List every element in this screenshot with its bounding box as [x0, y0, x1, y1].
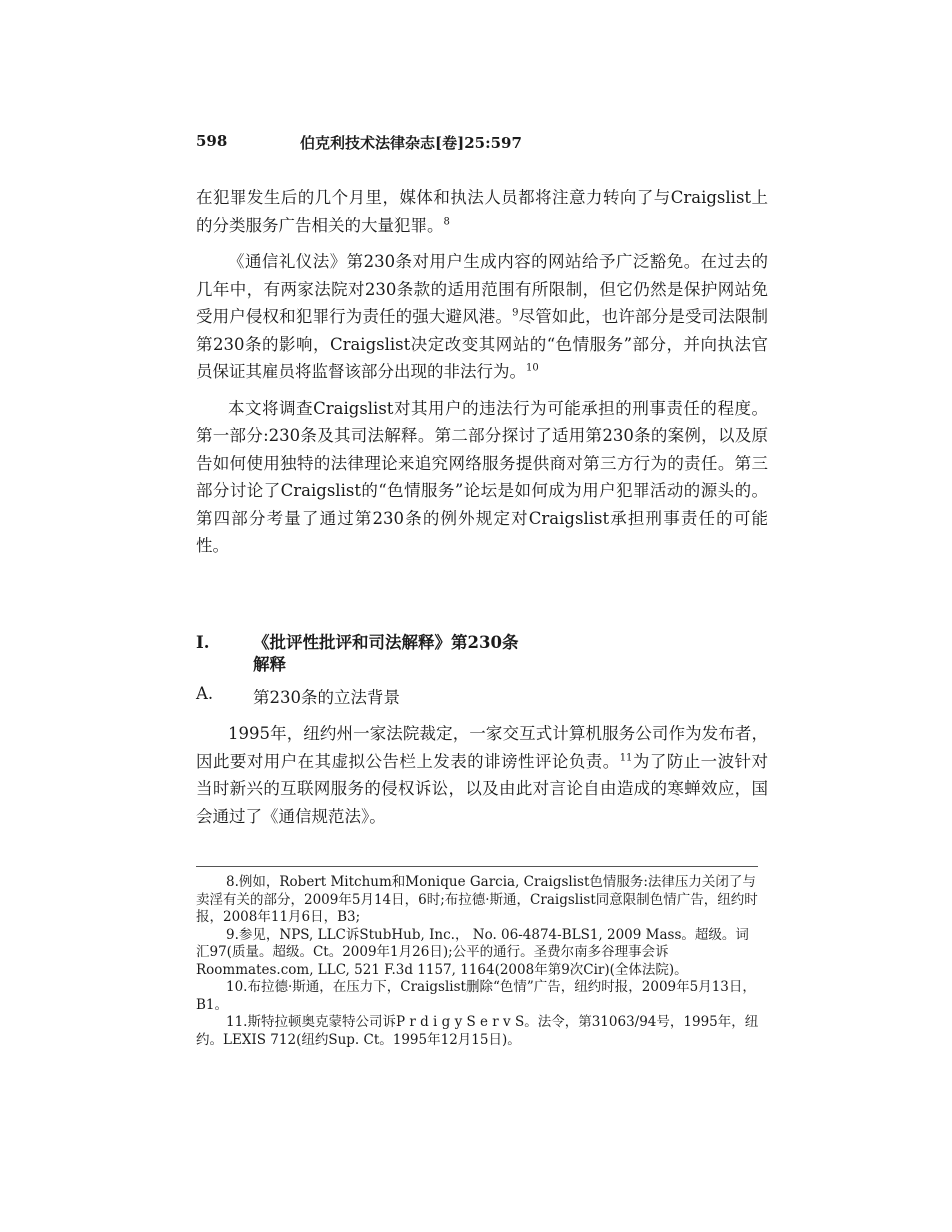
- journal-title: 伯克利技术法律杂志[卷]25:597: [300, 134, 522, 152]
- section-title-line-2: 解释: [253, 655, 286, 674]
- footnote-9: 9.参见，NPS, LLC诉StubHub, Inc.， No. 06-4874-BLS1, 2009 Mass。超级。词汇97(质量。超级。Ct。2009年1月26日);公平的通行。圣费尔南多谷理事会诉Roommates.com, LLC, 521 F.3d 1157, 1164(2008年第9次Cir)(全体法院)。: [196, 926, 749, 978]
- footnote-11: 11.斯特拉顿奥克蒙特公司诉P r d i g y S e r v S。法令，第31063/94号，1995年，纽约。LEXIS 712(纽约Sup. Ct。1995年12月15日)。: [196, 1014, 759, 1048]
- footnote-ref-8[interactable]: 8: [443, 216, 450, 227]
- paragraph-3: 本文将调查Craigslist对其用户的违法行为可能承担的刑事责任的程度。第一部分:230条及其司法解释。第二部分探讨了适用第230条的案例，以及原告如何使用独特的法律理论来追究网络服务提供商对第三方行为的责任。第三部分讨论了Craigslist的“色情服务”论坛是如何成为用户犯罪活动的源头的。第四部分考量了通过第230条的例外规定对Craigslist承担刑事责任的可能性。: [196, 398, 768, 555]
- subsection-letter: A.: [196, 684, 214, 703]
- body-text-bottom: [196, 720, 768, 830]
- paragraph-4: 1995年，纽约州一家法院裁定，一家交互式计算机服务公司作为发布者，因此要对用户在其虚拟公告栏上发表的诽谤性评论负责。$^{11}$为了防止一波针对当时新兴的互联网服务的侵权诉讼，以及由此对言论自由造成的寒蝉效应，国会通过了《通信规范法》。: [196, 724, 769, 826]
- body-text-top: [196, 184, 768, 560]
- section-title-line-1: 《批评性批评和司法解释》第230条: [253, 633, 519, 652]
- footnotes: [196, 874, 762, 1049]
- paragraph-2: 《通信礼仪法》第230条对用户生成内容的网站给予广泛豁免。在过去的几年中，有两家法院对230条款的适用范围有所限制，但它仍然是保护网站免受用户侵权和犯罪行为责任的强大避风港。$^9$尽管如此，也许部分是受司法限制第230条的影响，Craigslist决定改变其网站的“色情服务”部分，并向执法官员保证其雇员将监督该部分出现的非法行为。$^{10}$: [196, 252, 769, 381]
- subsection-title: 第230条的立法背景: [253, 688, 400, 707]
- footnote-10: 10.布拉德·斯通，在压力下，Craigslist删除“色情”广告，纽约时报，2009年5月13日，B1。: [196, 979, 756, 1013]
- page-number: 598: [196, 132, 228, 150]
- footnote-divider: [196, 866, 758, 867]
- footnote-ref-10[interactable]: 10: [526, 362, 539, 374]
- footnote-ref-9[interactable]: 9: [512, 307, 519, 319]
- paragraph-1: 在犯罪发生后的几个月里，媒体和执法人员都将注意力转向了与Craigslist上的分类服务广告相关的大量犯罪。$^8$: [196, 188, 768, 235]
- section-title: [253, 632, 673, 676]
- footnote-8: 8.例如，Robert Mitchum和Monique Garcia, Craigslist色情服务:法律压力关闭了与卖淫有关的部分，2009年5月14日，6时;布拉德·斯通，Craigslist同意限制色情广告，纽约时报，2008年11月6日，B3;: [196, 874, 758, 925]
- section-number: I.: [196, 633, 210, 652]
- footnote-ref-11[interactable]: 11: [619, 752, 633, 763]
